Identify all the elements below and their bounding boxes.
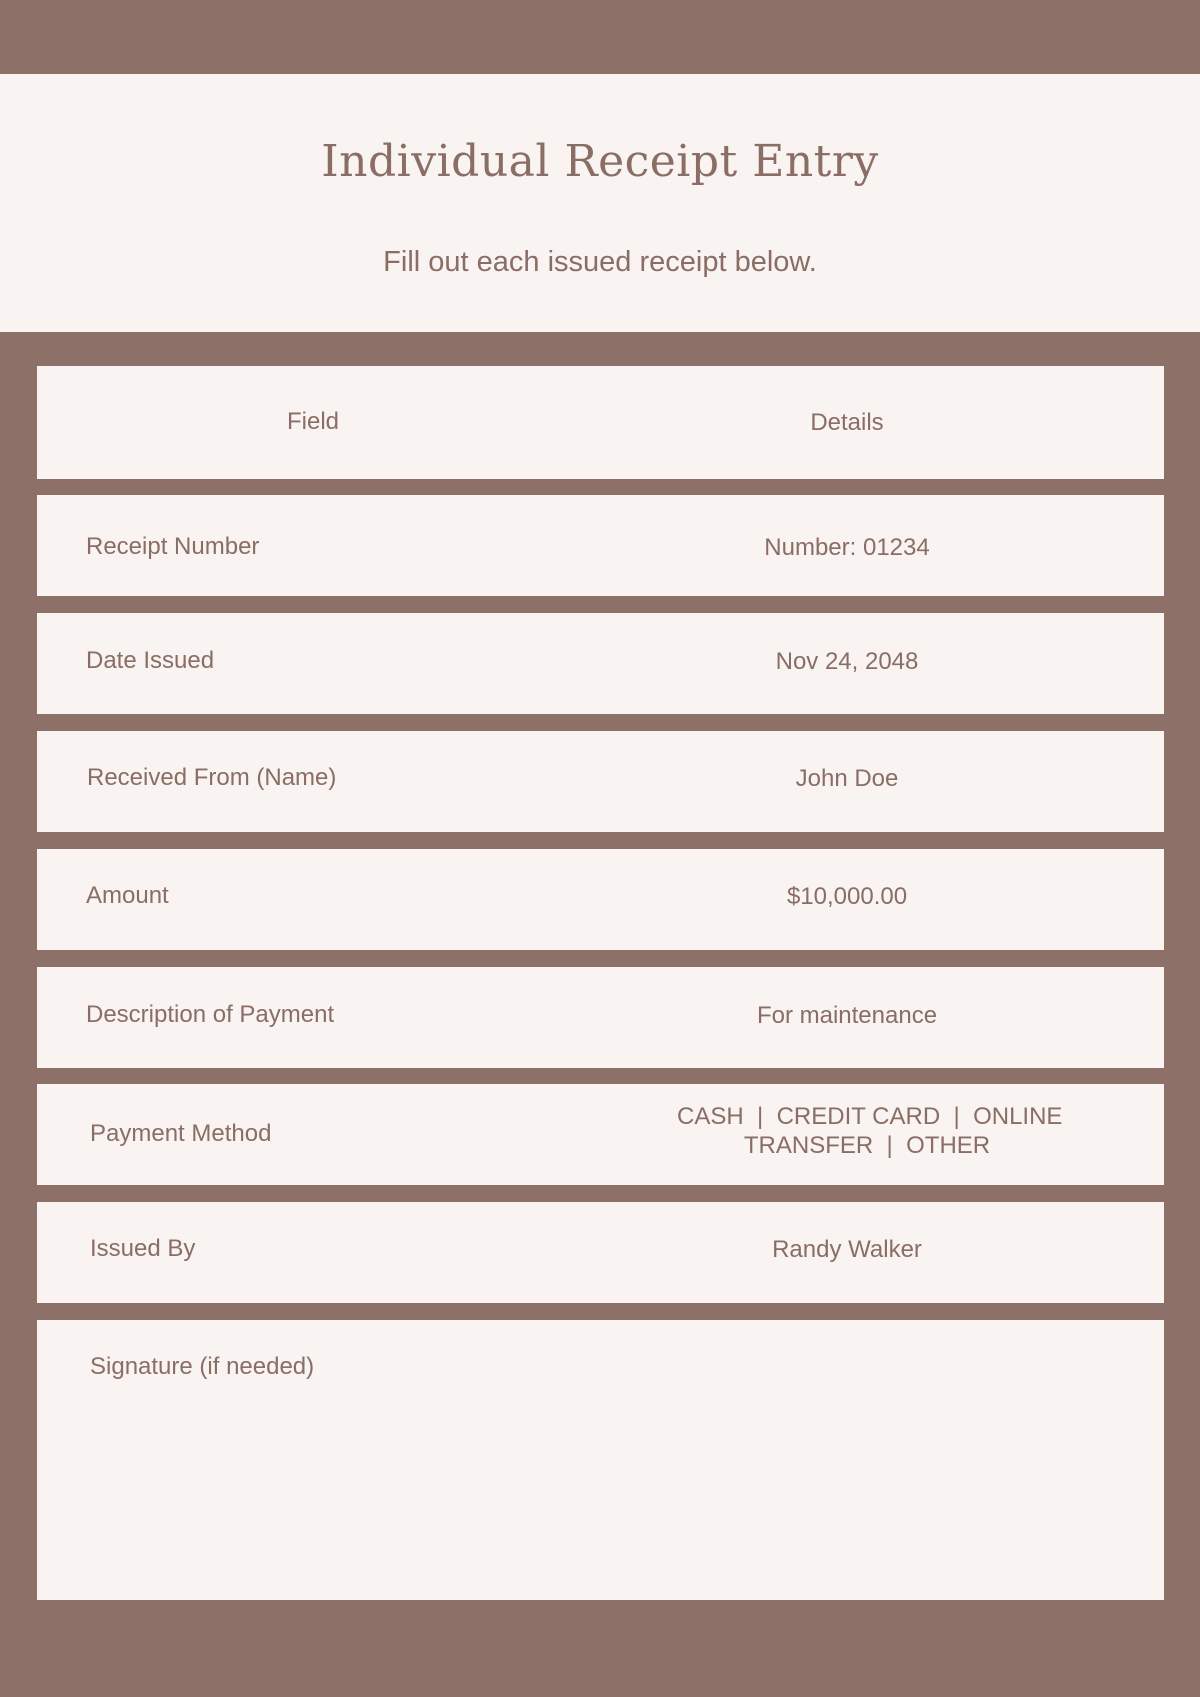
table-header-row xyxy=(37,366,1164,479)
field-value[interactable]: John Doe xyxy=(795,765,899,792)
table-row xyxy=(37,1202,1164,1303)
field-value[interactable]: Nov 24, 2048 xyxy=(775,648,919,675)
page-title: Individual Receipt Entry xyxy=(321,136,879,187)
column-header-field: Field xyxy=(287,408,340,435)
signature-row xyxy=(37,1320,1164,1600)
field-label: Issued By xyxy=(90,1235,196,1262)
field-value[interactable]: For maintenance xyxy=(756,1002,938,1029)
field-label: Receipt Number xyxy=(86,533,260,560)
field-label: Description of Payment xyxy=(86,1001,335,1028)
table-row xyxy=(37,849,1164,950)
table-row xyxy=(37,495,1164,596)
table-row xyxy=(37,967,1164,1068)
column-header-details: Details xyxy=(810,409,884,436)
page-subtitle: Fill out each issued receipt below. xyxy=(383,246,817,278)
field-label: Signature (if needed) xyxy=(90,1353,315,1380)
payment-method-line-1: CASH | CREDIT CARD | ONLINE xyxy=(677,1103,1063,1130)
field-value[interactable]: $10,000.00 xyxy=(786,883,908,910)
field-value[interactable]: Number: 01234 xyxy=(764,534,930,561)
table-row xyxy=(37,613,1164,714)
field-label: Date Issued xyxy=(86,647,215,674)
payment-method-line-2: TRANSFER | OTHER xyxy=(743,1132,991,1159)
field-label: Amount xyxy=(86,882,169,909)
table-row xyxy=(37,731,1164,832)
field-label: Payment Method xyxy=(90,1120,272,1147)
field-value[interactable]: Randy Walker xyxy=(772,1236,922,1263)
table-row xyxy=(37,1084,1164,1185)
field-label: Received From (Name) xyxy=(87,764,337,791)
header-band xyxy=(0,74,1200,332)
payment-method-options[interactable] xyxy=(677,1102,1063,1160)
signature-area[interactable] xyxy=(657,1340,1137,1580)
